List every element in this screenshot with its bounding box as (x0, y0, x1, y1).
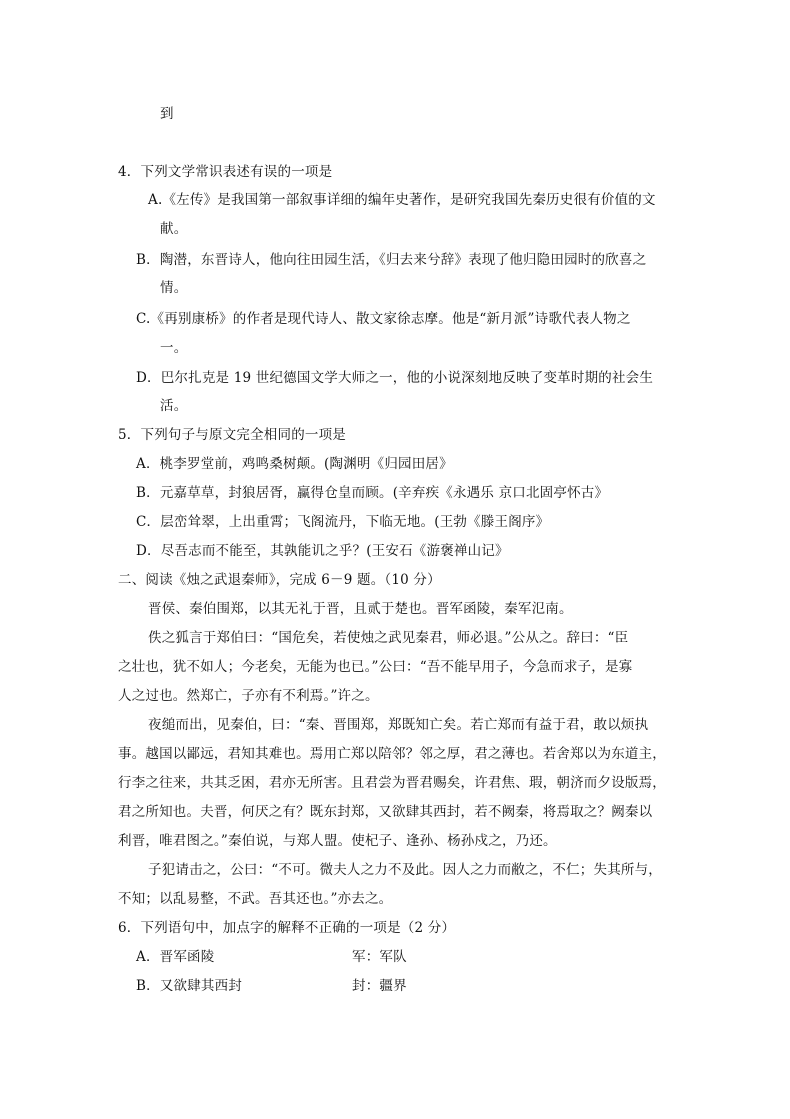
q4-stem: 4．下列文学常识表述有误的一项是 (118, 164, 333, 180)
q5-option-b: B．元嘉草草，封狼居胥，赢得仓皇而顾。(辛弃疾《永遇乐 京口北固亭怀古》 (136, 485, 609, 501)
q6-option-a-gloss: 军：军队 (352, 949, 407, 965)
passage-p4-line2: 不知；以乱易整，不武。吾其还也。”亦去之。 (118, 891, 393, 907)
q6-stem: 6．下列语句中，加点字的解释不正确的一项是（2 分） (118, 920, 456, 936)
top-fragment: 到 (160, 106, 174, 122)
q4-option-c-line1: C.《再别康桥》的作者是现代诗人、散文家徐志摩。他是“新月派”诗歌代表人物之 (136, 311, 631, 327)
section2-title: 二、阅读《烛之武退秦师》，完成 6－9 题。（10 分） (118, 572, 441, 588)
q6-option-b-text: B．又欲肆其西封 (136, 978, 243, 994)
passage-p2-line1: 佚之狐言于郑伯曰：“国危矣，若使烛之武见秦君，师必退。”公从之。辞曰：“臣 (148, 630, 629, 646)
q6-option-b (136, 976, 242, 996)
q4-option-b-line2: 情。 (160, 280, 188, 296)
q5-option-c: C．层峦耸翠，上出重霄；飞阁流丹，下临无地。(王勃《滕王阁序》 (136, 514, 550, 530)
q5-option-d: D．尽吾志而不能至，其孰能讥之乎？(王安石《游褒禅山记》 (136, 543, 509, 559)
passage-p2-line2: 之壮也，犹不如人；今老矣，无能为也已。”公曰：“吾不能早用子，今急而求子，是寡 (118, 659, 633, 675)
q4-option-a-line1: A.《左传》是我国第一部叙事详细的编年史著作，是研究我国先秦历史很有价值的文 (148, 192, 656, 208)
passage-p3-line3: 行李之往来，共其乏困，君亦无所害。且君尝为晋君赐矣，许君焦、瑕，朝济而夕设版焉， (118, 775, 666, 791)
passage-p3-line2: 事。越国以鄙远，君知其难也。焉用亡郑以陪邻？邻之厚，君之薄也。若舍郑以为东道主， (118, 746, 666, 762)
q4-option-a-line2: 献。 (160, 221, 188, 237)
q4-option-d-line1: D．巴尔扎克是 19 世纪德国文学大师之一，他的小说深刻地反映了变革时期的社会生 (136, 370, 654, 386)
q6-option-b-gloss: 封：疆界 (352, 978, 407, 994)
passage-p1: 晋侯、秦伯围郑，以其无礼于晋，且贰于楚也。晋军函陵，秦军氾南。 (148, 601, 573, 617)
passage-p3-line1: 夜缒而出，见秦伯，曰：“秦、晋围郑，郑既知亡矣。若亡郑而有益于君，敢以烦执 (148, 717, 649, 733)
passage-p2-line3: 人之过也。然郑亡，子亦有不利焉。”许之。 (118, 688, 379, 704)
passage-p4-line1: 子犯请击之，公曰：“不可。微夫人之力不及此。因人之力而敝之，不仁；失其所与， (148, 862, 663, 878)
q4-option-c-line2: 一。 (160, 340, 188, 356)
q4-option-d-line2: 活。 (160, 398, 188, 414)
q6-option-a (136, 947, 214, 967)
q5-stem: 5．下列句子与原文完全相同的一项是 (118, 427, 346, 443)
q4-option-b-line1: B．陶潜，东晋诗人，他向往田园生活，《归去来兮辞》表现了他归隐田园时的欣喜之 (136, 252, 647, 268)
passage-p3-line4: 君之所知也。夫晋，何厌之有？既东封郑，又欲肆其西封，若不阙秦，将焉取之？阙秦以 (118, 804, 653, 820)
q5-option-a: A．桃李罗堂前，鸡鸣桑树颠。(陶渊明《归园田居》 (136, 456, 453, 472)
q6-option-a-text: A．晋军函陵 (136, 949, 215, 965)
passage-p3-line5: 利晋，唯君图之。”秦伯说，与郑人盟。使杞子、逢孙、杨孙戍之，乃还。 (118, 833, 557, 849)
